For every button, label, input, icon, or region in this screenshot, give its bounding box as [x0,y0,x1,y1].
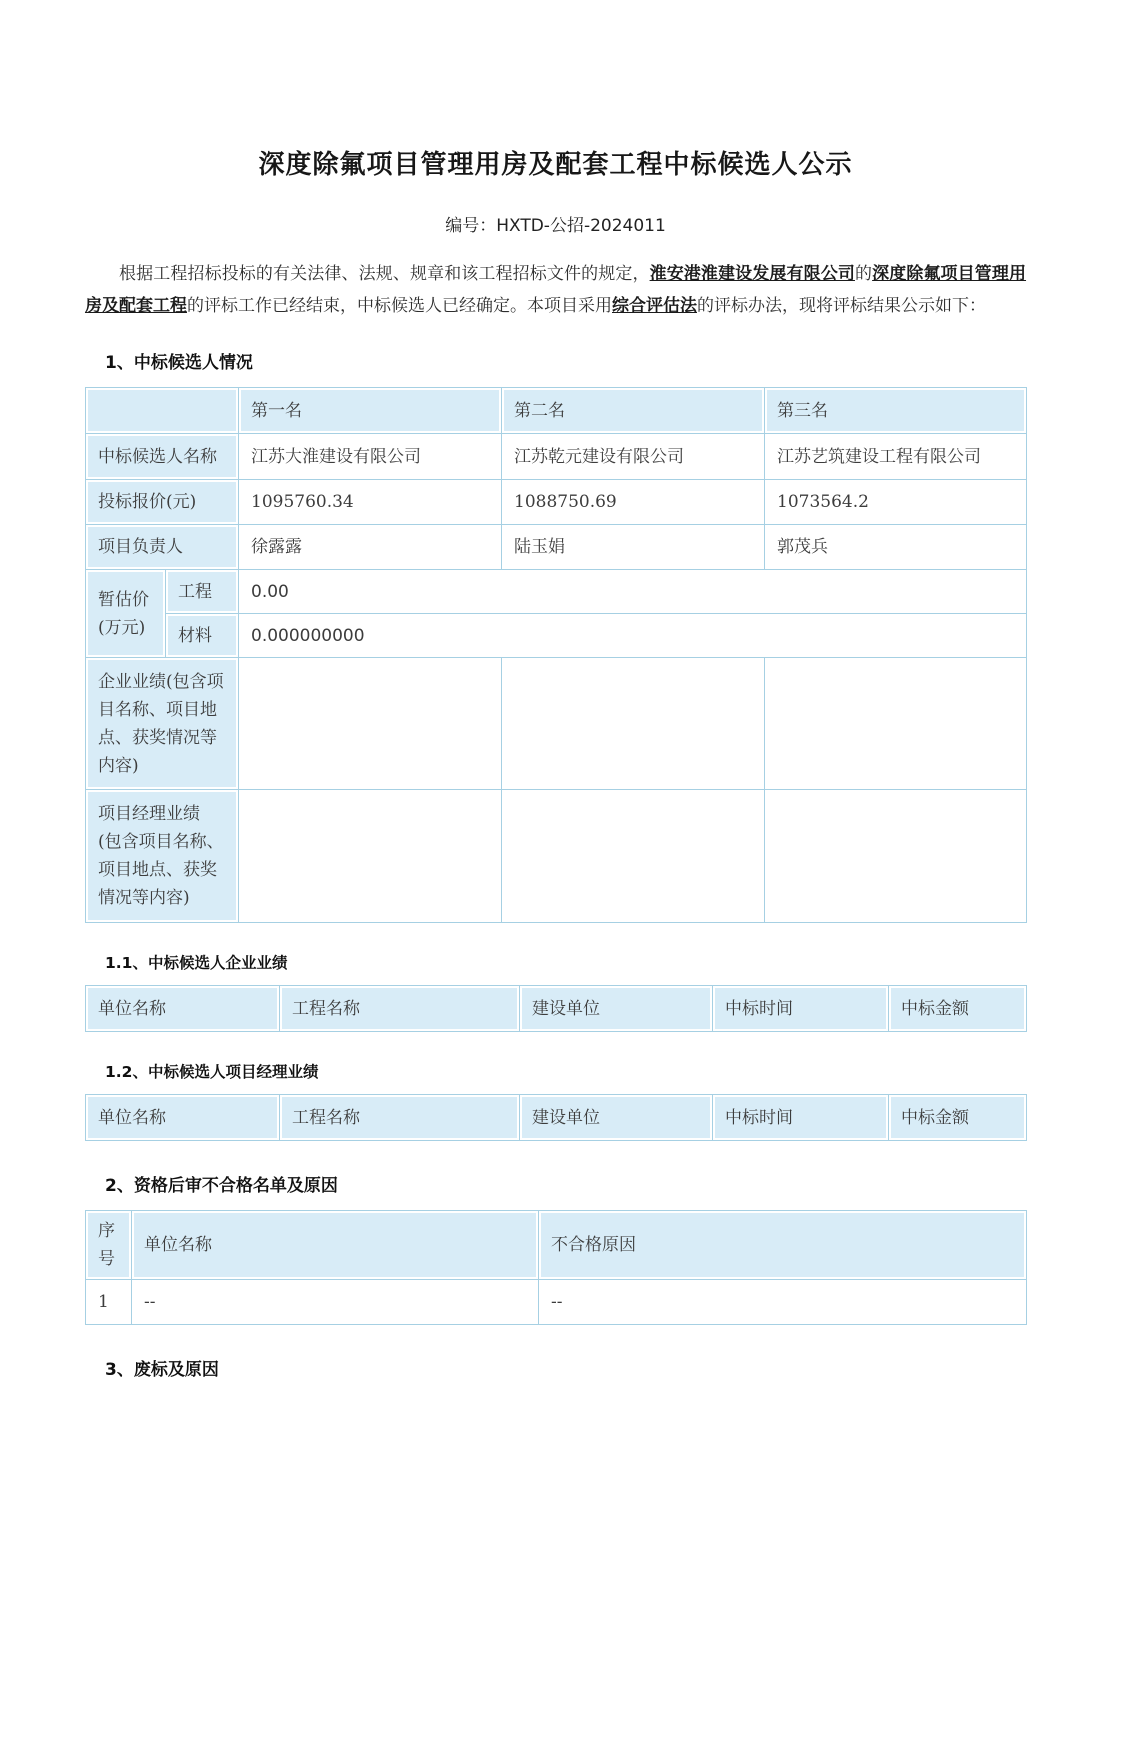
candidate-2-manager: 陆玉娟 [502,525,765,570]
candidate-1-manager-performance-cell [239,790,502,923]
section-1-2-heading: 1.2、中标候选人项目经理业绩 [105,1063,319,1081]
intro-paragraph [85,258,1026,322]
table-header-row [86,1211,1027,1280]
candidate-1-company-performance-cell [239,658,502,790]
row-label-provisional-price [86,570,166,658]
table-row [86,434,1027,480]
table-row [86,614,1027,658]
material-provisional-value: 0.000000000 [239,614,1027,658]
col-header-project-name: 工程名称 [280,986,520,1032]
col-header-unit-name: 单位名称 [86,986,280,1032]
col-header-unit-name: 单位名称 [86,1095,280,1141]
intro-text-1: 根据工程招标投标的有关法律、法规、规章和该工程招标文件的规定， [119,264,650,284]
col-header-fail-reason: 不合格原因 [539,1211,1027,1280]
col-header-construction-unit: 建设单位 [520,986,713,1032]
col-header-award-time: 中标时间 [713,986,889,1032]
doc-number: 编号：HXTD-公招-2024011 [445,216,666,236]
table-header-row [86,1095,1027,1141]
row-label-company-performance: 企业业绩(包含项目名称、项目地点、获奖情况等内容) [86,658,239,790]
row-label-bid-price: 投标报价(元) [86,480,239,525]
col-header-award-time: 中标时间 [713,1095,889,1141]
company-performance-table [85,985,1027,1032]
table-row [86,388,1027,434]
candidate-2-manager-performance-cell [502,790,765,923]
table-row [86,570,1027,614]
col-header-award-amount: 中标金额 [889,986,1027,1032]
candidate-3-manager: 郭茂兵 [765,525,1027,570]
col-header-award-amount: 中标金额 [889,1095,1027,1141]
candidates-table [85,387,1027,923]
row-label-candidate-name: 中标候选人名称 [86,434,239,480]
empty-corner-cell [86,388,239,434]
table-row [86,658,1027,790]
col-header-construction-unit: 建设单位 [520,1095,713,1141]
rank-3-header: 第三名 [765,388,1027,434]
sub-label-engineering: 工程 [166,570,239,614]
provisional-price-label-line1: 暂估价 [98,589,149,610]
col-header-seq: 序号 [86,1211,132,1280]
disqualified-reason: -- [539,1280,1027,1325]
candidate-1-name: 江苏大淮建设有限公司 [239,434,502,480]
provisional-price-label-line2: (万元) [98,617,146,638]
candidate-2-company-performance-cell [502,658,765,790]
tenderer-name: 淮安港淮建设发展有限公司 [649,264,855,284]
section-3-heading: 3、废标及原因 [105,1360,219,1380]
disqualified-unit: -- [132,1280,539,1325]
candidate-3-name: 江苏艺筑建设工程有限公司 [765,434,1027,480]
row-label-manager-performance: 项目经理业绩 (包含项目名称、项目地点、获奖情况等内容) [86,790,239,923]
section-2-heading: 2、资格后审不合格名单及原因 [105,1176,338,1196]
candidate-3-company-performance-cell [765,658,1027,790]
rank-1-header: 第一名 [239,388,502,434]
intro-text-4: 的评标办法，现将评标结果公示如下： [697,296,986,316]
intro-text-3: 的评标工作已经结束，中标候选人已经确定。本项目采用 [187,296,612,316]
engineering-provisional-value: 0.00 [239,570,1027,614]
table-row [86,790,1027,923]
page-title: 深度除氟项目管理用房及配套工程中标候选人公示 [258,150,853,180]
table-header-row [86,986,1027,1032]
section-1-heading: 1、中标候选人情况 [105,353,253,373]
candidate-3-manager-performance-cell [765,790,1027,923]
candidate-1-manager: 徐露露 [239,525,502,570]
project-name: 深度除氟项目管理用房及配套工程 [85,264,1027,316]
table-row [86,1280,1027,1325]
section-1-1-heading: 1.1、中标候选人企业业绩 [105,954,288,972]
table-row [86,480,1027,525]
rank-2-header: 第二名 [502,388,765,434]
col-header-project-name: 工程名称 [280,1095,520,1141]
candidate-3-price: 1073564.2 [765,480,1027,525]
sub-label-material: 材料 [166,614,239,658]
row-label-project-manager: 项目负责人 [86,525,239,570]
disqualified-seq: 1 [86,1280,132,1325]
evaluation-method: 综合评估法 [612,296,697,316]
col-header-unit-name: 单位名称 [132,1211,539,1280]
manager-performance-table [85,1094,1027,1141]
table-row [86,525,1027,570]
intro-text-2: 的 [854,264,873,284]
candidate-1-price: 1095760.34 [239,480,502,525]
document-page [85,144,1026,1380]
disqualified-table [85,1210,1027,1325]
candidate-2-price: 1088750.69 [502,480,765,525]
candidate-2-name: 江苏乾元建设有限公司 [502,434,765,480]
